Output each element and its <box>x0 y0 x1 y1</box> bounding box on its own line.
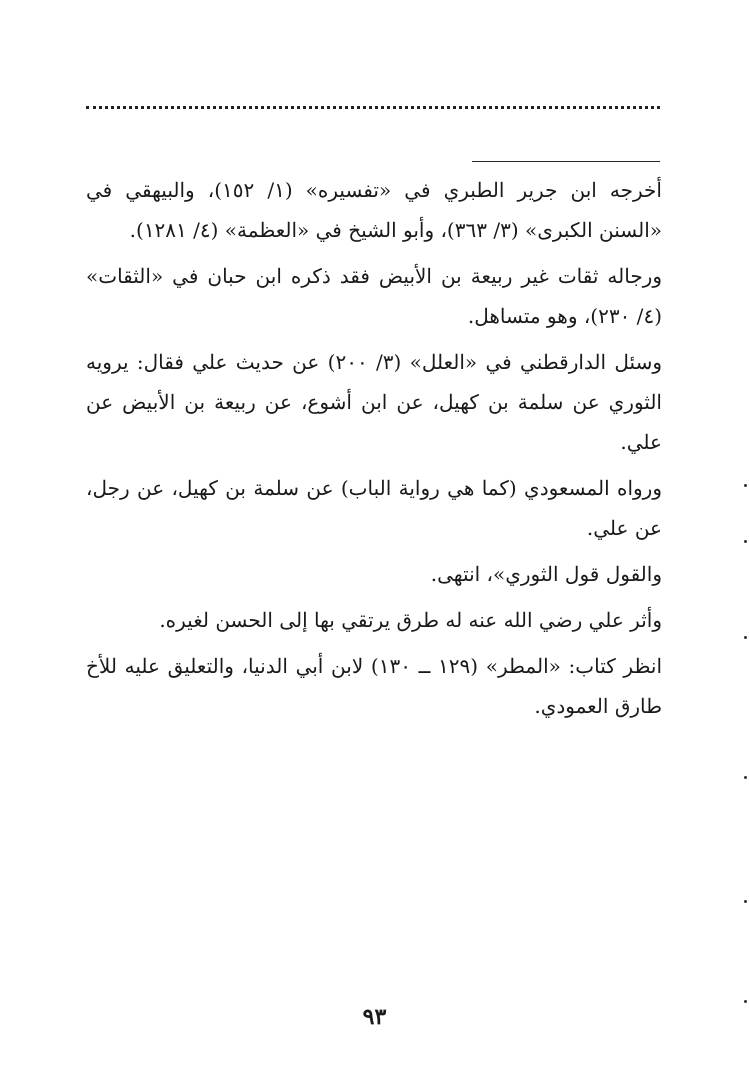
page-number: ٩٣ <box>362 1004 387 1030</box>
scan-edge-mark <box>744 776 747 779</box>
scan-edge-mark <box>744 636 747 639</box>
footnote-paragraph: ورجاله ثقات غير ربيعة بن الأبيض فقد ذكره ابن حبان في «الثقات» (٤/ ٢٣٠)، وهو متساهل. <box>86 264 662 328</box>
footnote-paragraph: والقول قول الثوري»، انتهى. <box>430 562 662 586</box>
scan-edge-mark <box>744 484 747 487</box>
footnote-paragraph: انظر كتاب: «المطر» (١٢٩ ــ ١٣٠) لابن أبي الدنيا، والتعليق عليه للأخ طارق العمودي. <box>86 654 662 718</box>
scan-edge-mark <box>744 1000 747 1003</box>
footnotes-block <box>86 170 662 732</box>
scan-edge-mark <box>744 900 747 903</box>
footnote-separator-rule <box>472 161 660 162</box>
footnote-paragraph: ورواه المسعودي (كما هي رواية الباب) عن سلمة بن كهيل، عن رجل، عن علي. <box>86 476 662 540</box>
dotted-separator <box>86 106 660 109</box>
footnote-paragraph: وسئل الدارقطني في «العلل» (٣/ ٢٠٠) عن حديث علي فقال: يرويه الثوري عن سلمة بن كهيل، عن ابن أشوع، عن ربيعة بن الأبيض عن علي. <box>86 350 662 454</box>
footnote-paragraph: وأثر علي رضي الله عنه له طرق يرتقي بها إلى الحسن لغيره. <box>159 608 662 632</box>
footnote-paragraph: أخرجه ابن جرير الطبري في «تفسيره» (١/ ١٥٢)، والبيهقي في «السنن الكبرى» (٣/ ٣٦٣)، وأبو الشيخ في «العظمة» (٤/ ١٢٨١). <box>86 178 662 242</box>
scan-edge-mark <box>744 540 747 543</box>
